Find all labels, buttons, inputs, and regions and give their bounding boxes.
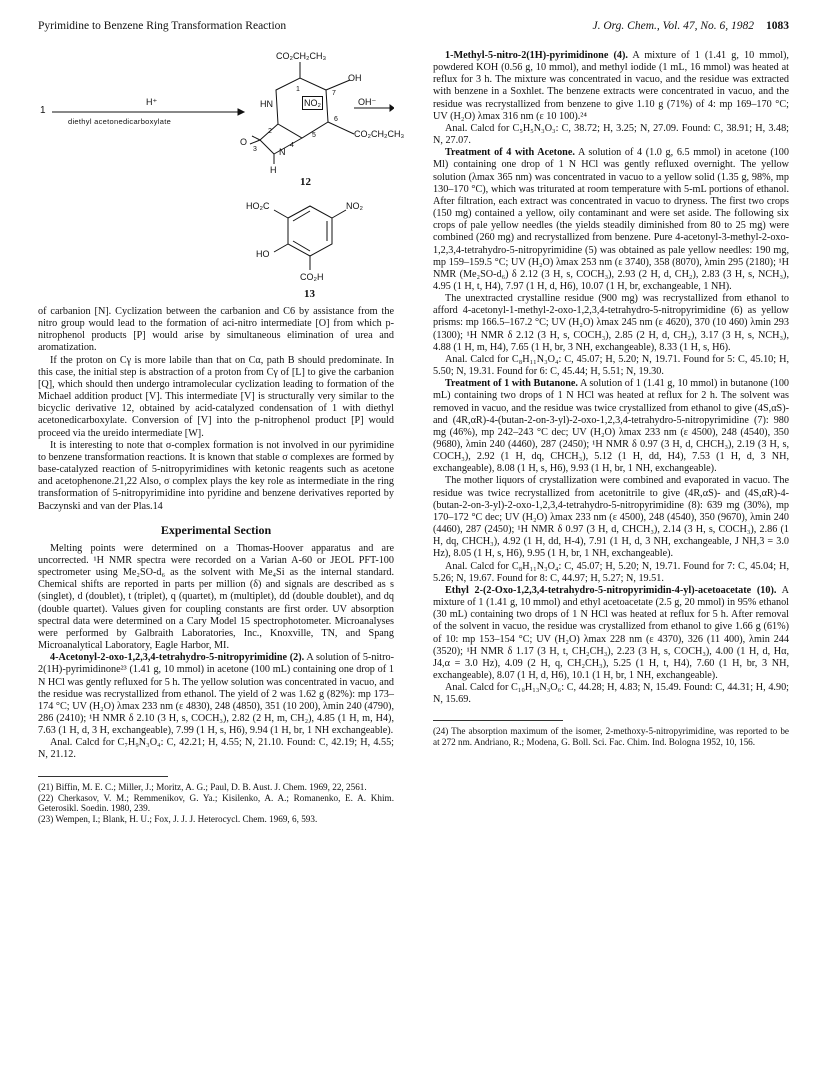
arrow2-reagent-top: OH⁻ <box>358 97 377 107</box>
left-column <box>38 50 405 825</box>
paragraph-anal-10: Anal. Calcd for C₁₀H₁₃N₃O₆: C, 44.28; H, 4.83; N, 15.49. Found: C, 44.31; H, 4.90; N, 15.69. <box>433 682 789 706</box>
paragraph-compound-10 <box>433 585 789 682</box>
footnote-23: (23) Wempen, I.; Blank, H. U.; Fox, J. J. J. Heterocycl. Chem. 1969, 6, 593. <box>38 814 318 825</box>
reaction-scheme <box>38 50 405 306</box>
compound-10-heading: Ethyl 2-(2-Oxo-1,2,3,4-tetrahydro-5-nitropyrimidin-4-yl)-acetoacetate (10). <box>445 584 777 596</box>
footnote-divider <box>38 776 168 777</box>
paragraph-sigma-complex: It is interesting to note that σ-complex formation is not involved in our pyrimidine to benzene transformation reactions. It is known that stable σ complexes are formed by base-catalyzed reaction of 5-nitropyrimidines with ketonic reagents such as acetone and acetophenone.21,22 Also, σ complex plays the key role as intermediate in the ring transformation of 5-nitropyrimidine into pyridine and benzene derivatives reported by Baczynski and van der Plas.14 <box>38 439 394 512</box>
label-h: H <box>270 165 277 175</box>
compound-13-label: 13 <box>304 288 315 300</box>
paragraph-methods: Melting points were determined on a Thomas-Hoover apparatus and are uncorrected. ¹H NMR spectra were recorded on a Varian A-60 or JEOL PFT-100 spectrometer using Me₂SO-d₆ as the solvent with Me₄Si as the internal standard. Chemical shifts are reported in parts per million (δ) and signals are described as s (singlet), d (doublet), t (triplet), q (quartet), m (multiplet), dd (double doublet), and dq (double quartet). Values given for coupling constants are first order. UV absorption spectral data were determined on a Cary Model 15 spectrophotometer. Microanalyses were performed by Galbraith Laboratories, Inc., Knoxville, TN, and Spang Microanalytical Laboratory, Eagle Harbor, MI. <box>38 542 394 652</box>
scheme-drawing <box>38 50 394 306</box>
paragraph-butanone-treatment <box>433 378 789 475</box>
locant-5: 5 <box>312 132 316 139</box>
locant-2: 2 <box>268 128 272 135</box>
section-heading-experimental: Experimental Section <box>160 522 272 537</box>
paragraph-anal-2: Anal. Calcd for C₇H₉N₃O₄: C, 42.21; H, 4.55; N, 21.10. Found: C, 42.19; H, 4.55; N, 21.12. <box>38 737 394 761</box>
paragraph-compound-2 <box>38 652 394 737</box>
journal-citation: J. Org. Chem., Vol. 47, No. 6, 1982 <box>592 20 754 32</box>
butanone-treatment-heading: Treatment of 1 with Butanone. <box>445 378 578 390</box>
locant-6: 6 <box>334 116 338 123</box>
paragraph-acetone-treatment <box>433 147 789 293</box>
locant-1: 1 <box>296 86 300 93</box>
compound-12-label: 12 <box>300 176 311 188</box>
paragraph-compound-6: The unextracted crystalline residue (900 mg) was recrystallized from ethanol to afford 4-acetonyl-1-methyl-2-oxo-1,2,3,4-tetrahydro-5-nitropyrimidine (6) as yellow prisms: mp 166.5–167.2 °C; UV (H₂O) λmax 245 nm (ε 4620), 370 (10 460) λmin 293 (1300); ¹H NMR δ 2.12 (3 H, s, COCH₃), 2.85 (2 H, d, CH₂), 3.17 (3 H, s, NCH₃), 4.88 (1 H, m, H4), 7.65 (1 H, br, 3 NH, exchangeable), 8.33 (1 H, s, H6). <box>433 293 789 353</box>
paragraph-anal-5-6: Anal. Calcd for C₈H₁₁N₃O₄: C, 45.07; H, 5.20; N, 19.71. Found for 5: C, 45.10; H, 5.50; N, 19.31. Found for 6: C, 45.44; H, 5.51; N, 19.30. <box>433 353 789 378</box>
footnote-21: (21) Biffin, M. E. C.; Miller, J.; Moritz, A. G.; Paul, D. B. Aust. J. Chem. 1969, 22, 2561. <box>38 781 367 792</box>
scheme-start-compound: 1 <box>40 105 46 116</box>
running-header-journal <box>592 20 789 32</box>
right-column <box>433 50 789 748</box>
acetone-treatment-heading: Treatment of 4 with Acetone. <box>445 147 575 159</box>
footnote-divider-right <box>433 720 563 721</box>
paragraph-anal-7-8: Anal. Calcd for C₈H₁₁N₃O₄: C, 45.07; H, 5.20; N, 19.71. Found for 7: C, 45.04; H, 5.26; N, 19.67. Found for 8: C, 44.97; H, 5.27; N, 19.51. <box>433 560 789 584</box>
label-n: N <box>279 147 286 157</box>
label-o: O <box>240 137 248 147</box>
label-oh: OH <box>348 73 362 83</box>
page-number: 1083 <box>766 20 789 32</box>
paragraph-path-b: If the proton on Cγ is more labile than that on Cα, path B should predominate. In this case, the initial step is abstraction of a proton from Cγ of [L] to give the carbanion [Q], which should then undergo intramolecular cyclization leading to formation of the Michael addition product [V]. This intermediate [V] is structurally very similar to the bicyclic derivative 12, obtained by acid-catalyzed condensation of 1 with diethyl acetonedicarboxylate. Conversion of [V] into the p-nitrophenol product [P] would proceed via the ureido intermediate [W]. <box>38 354 394 439</box>
label-ho: HO <box>256 249 270 259</box>
acetone-treatment-procedure: A solution of 4 (1.0 g, 6.5 mmol) in acetone (100 Ml) containing one drop of 1 N HCl was gently refluxed overnight. The yellow solution (λmax 365 nm) was concentrated in vacuo to a yellow solid (1.35 g, 98%, mp 130–170 °C), which was triturated at room temperature with 5-mL portions of ethanol. After filtration, each extract was concentrated in vacuo to dryness. The first two crops (150 mg) contained a yellow, oily contaminant and were set aside. The following six crops of pale yellow needles (the yields steadily diminished from 80 to 25 mg) were combined (260 mg) and recrystallized from benzene. Pure 4-acetonyl-3-methyl-2-oxo-1,2,3,4-tetrahydro-5-nitropyrimidine (5) was obtained as pale yellow needles: 190 mg, mp 159–159.5 °C; UV (H₂O) λmax 253 nm (ε 3740), 358 (8070), λmin 295 (2180); ¹H NMR (Me₂SO-d₆) δ 2.12 (3 H, s, COCH₃), 2.93 (2 H, d, CH₂), 2.83 (3 H, s, NCH₃), 4.95 (1 H, t, H4), 7.97 (1 H, d, H6), 10.07 (1 H, br, exchangeable, 1 NH). <box>433 147 789 292</box>
paragraph-compound-8: The mother liquors of crystallization were combined and evaporated in vacuo. The residue was twice recrystallized from acetonitrile to give (4R,αS)- and (4S,αR)-4-(butan-2-on-3-yl)-2-oxo-1,2,3,4-tetrahydro-5-nitropyrimidine (8): 639 mg (30%), mp 170–172 °C dec; UV (H₂O) λmax 233 nm (ε 4500), 248 (4540), 350 (9670), λmin 240 (4460), 287 (2450); ¹H NMR δ 0.97 (3 H, d, CHCH₃), 2.14 (3 H, s, COCH₃), 2.86 (1 H, dq, CHCH₃), 4.92 (1 H, dd, H-4), 7.91 (1 H, d, 3 NH, exchangeable, J NH,3 = 3.0 Hz), 8.05 (1 H, s, H6), 9.95 (1 H, br, 1 NH, exchangeable). <box>433 475 789 560</box>
footnote-24: (24) The absorption maximum of the isomer, 2-methoxy-5-nitropyrimidine, was reported to be at 272 nm. Andriano, R.; Modena, G. Boll. Sci. Fac. Chim. Ind. Bologna 1952, 10, 156. <box>433 726 789 748</box>
compound-2-procedure: A solution of 5-nitro-2(1H)-pyrimidinone²³ (1.41 g, 10 mmol) in acetone (100 mL) containing one drop of 1 N HCl was gently refluxed for 5 h. The yellow solution was concentrated in vacuo, and the residue was recrystallized from ethanol. The yield of 2 was 1.62 g (82%): mp 173–174 °C; UV (H₂O) λmax 233 nm (ε 4830), 248 (4850), 351 (10 200), λmin 240 (4790), 286 (2410); ¹H NMR δ 2.10 (3 H, s, COCH₃), 2.82 (2 H, m, CH₂), 4.85 (1 H, m, H4), 7.63 (1 H, d, 3 H, exchangeable), 7.99 (1 H, s, H6), 9.94 (1 H, br, 1 NH exchangeable). <box>38 652 395 737</box>
locant-3: 3 <box>253 146 257 153</box>
arrow1-reagent-top: H⁺ <box>146 97 158 107</box>
label-no2-benzene: NO₂ <box>346 201 363 211</box>
label-co2h: CO₂H <box>300 272 324 282</box>
footnote-22: (22) Cherkasov, V. M.; Remmenikov, G. Ya.; Kisilenko, A. A.; Romanenko, E. A. Khim. Geterosikl. Soedin. 1980, 239. <box>38 792 394 814</box>
label-co2et-right: CO₂CH₂CH₃ <box>354 129 405 139</box>
label-hn: HN <box>260 99 273 109</box>
running-header-title: Pyrimidine to Benzene Ring Transformation Reaction <box>38 20 287 32</box>
paragraph-carbanion: of carbanion [N]. Cyclization between the carbanion and C6 by assistance from the nitro group would lead to the formation of aci-nitro intermediate [O] from which p-nitrophenol products [P] would arise by simultaneous elimination of urea and aromatization. <box>38 306 394 354</box>
compound-4-procedure: A mixture of 1 (1.41 g, 10 mmol), powdered KOH (0.56 g, 10 mmol), and methyl iodide (1 mL, 16 mmol) was heated at reflux for 3 h. The mixture was concentrated in vacuo, and the residue was extracted with benzene in a Soxhlet. The benzene extracts were concentrated in vacuo, and the residue was recrystallized from benzene to give 1.10 g (71%) of 4: mp 169–170 °C; UV (H₂O) λmax 316 nm (ε 10 100).²⁴ <box>433 50 789 122</box>
locant-4: 4 <box>290 142 294 149</box>
label-no2-boxed: NO₂ <box>302 96 323 110</box>
locant-7: 7 <box>332 90 336 97</box>
butanone-treatment-procedure: A solution of 1 (1.41 g, 10 mmol) in butanone (100 mL) containing two drops of 1 N HCl was heated at reflux for 2 h. The solvent was removed in vacuo, and the residue was twice crystallized from ethanol to give (4S,αS)- and (4R,αR)-4-(butan-2-on-3-yl)-2-oxo-1,2,3,4-tetrahydro-5-nitropyrimidine (7): 980 mg (46%), mp 242–243 °C dec; UV (H₂O) λmax 233 nm (ε 4500), 248 (4540), 350 (9680), λmin 240 (4460), 287 (2450); ¹H NMR δ 0.97 (3 H, d, CHCH₃), 2.19 (3 H, s, COCH₃), 2.92 (1 H, dq, CHCH₃), 5.12 (1 H, dd, H4), 7.53 (1 H, d, 3 NH, exchangeable), 8.08 (1 H, s, H6), 9.93 (1 H, br, 1 NH, exchangeable). <box>433 378 790 475</box>
arrow1-reagent-bottom: diethyl acetonedicarboxylate <box>68 117 172 126</box>
label-ho2c: HO₂C <box>246 201 270 211</box>
label-co2et-top: CO₂CH₂CH₃ <box>276 51 327 61</box>
compound-2-heading: 4-Acetonyl-2-oxo-1,2,3,4-tetrahydro-5-nitropyrimidine (2). <box>50 652 305 664</box>
compound-4-heading: 1-Methyl-5-nitro-2(1H)-pyrimidinone (4). <box>445 50 628 61</box>
compound-10-procedure: A mixture of 1 (1.41 g, 10 mmol) and ethyl acetoacetate (2.5 g, 20 mmol) in 95% ethanol (30 mL) containing two drops of 1 N HCl was heated at reflux for 5 h. After removal of the solvent in vacuo, the residue was crystallized from ethanol to give 1.66 g (61%) of 10: mp 153–154 °C; UV (H₂O) λmax 228 nm (ε 4370), 326 (11 400), λmin 244 (3520); ¹H NMR δ 1.17 (3 H, t, CH₂CH₃), 2.23 (3 H, s, COCH₃), 4.00 (1 H, d, Hα, J4,α = 3.0 Hz), 4.09 (2 H, q, CH₂CH₃), 5.25 (1 H, t, H4), 7.60 (1 H, br, 3 NH, exchangeable), 8.07 (1 H, d, H6), 10.1 (1 H, br, 1 NH, exchangeable). <box>433 584 789 681</box>
paragraph-anal-4: Anal. Calcd for C₅H₅N₃O₃: C, 38.72; H, 3.25; N, 27.09. Found: C, 38.91; H, 3.48; N, 27.07. <box>433 122 789 147</box>
paragraph-compound-4 <box>433 50 789 123</box>
